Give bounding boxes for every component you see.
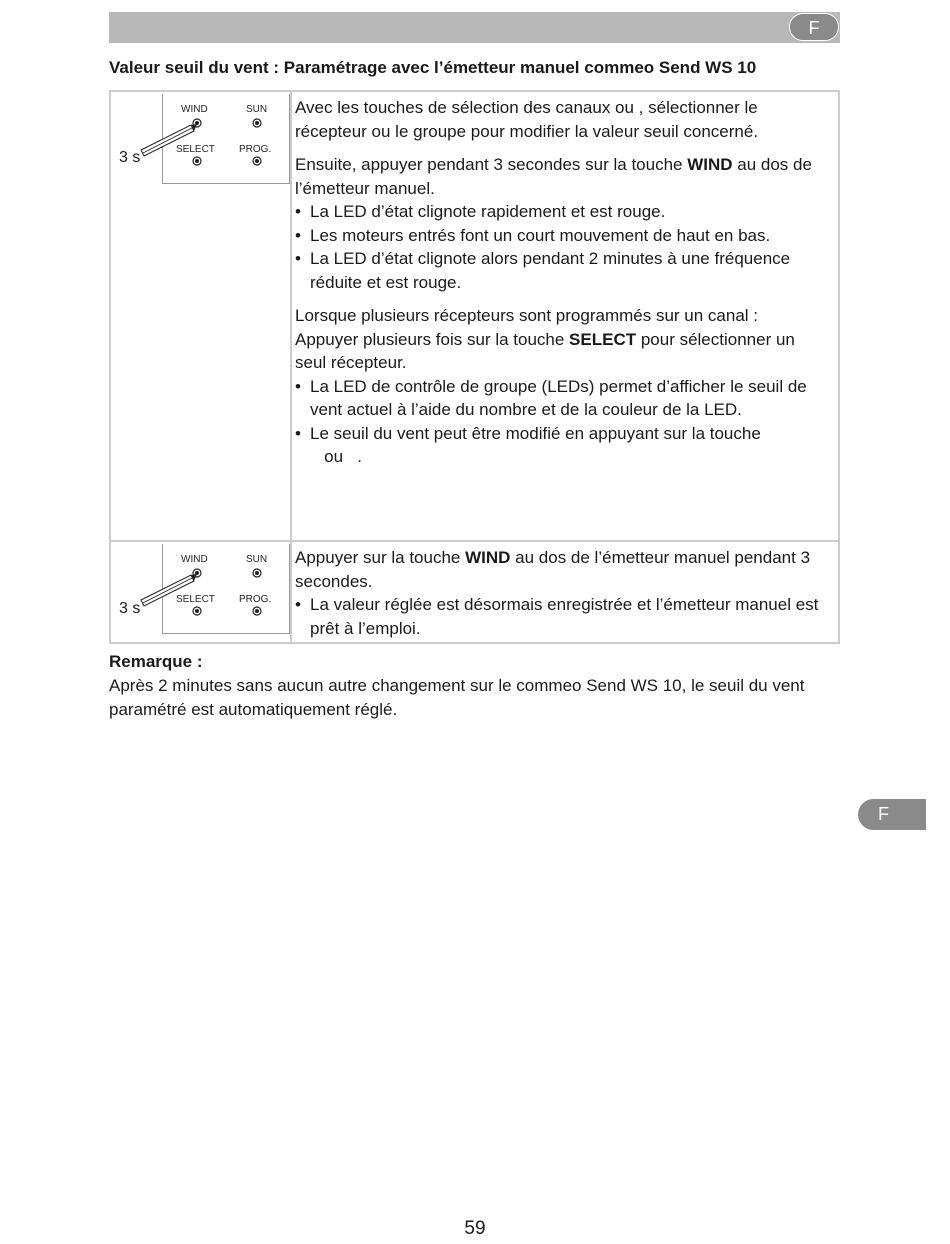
header-bar <box>109 12 840 43</box>
instruction-text-1 <box>292 92 838 540</box>
instruction-paragraph: Ensuite, appuyer pendant 3 secondes sur la touche WIND au dos de l’émetteur manuel. <box>295 155 812 198</box>
bullet-item: • La LED d’état clignote alors pendant 2 minutes à une fréquence réduite et est rouge. <box>295 249 791 292</box>
remark-title: Remarque : <box>109 652 203 671</box>
duration-label: 3 s <box>119 149 141 166</box>
remote-diagram <box>163 94 291 184</box>
remote-diagram <box>163 544 291 634</box>
bullet-item: • La LED de contrôle de groupe (LEDs) permet d’afficher le seuil de vent actuel à l’aide du nombre et de la couleur de la LED. <box>295 376 807 419</box>
remote-illustration-cell <box>111 542 292 642</box>
remote-back-illustration <box>162 94 290 184</box>
bullet-item: • Le seuil du vent peut être modifié en appuyant sur la touche ou . <box>295 423 761 466</box>
sun-label: SUN <box>246 554 268 565</box>
wind-label: WIND <box>181 104 208 115</box>
instruction-paragraph: Avec les touches de sélection des canaux ou , sélectionner le récepteur ou le groupe pour modifier la valeur seuil concerné. <box>295 98 759 141</box>
remark-text: Après 2 minutes sans aucun autre changement sur le commeo Send WS 10, le seuil du vent paramétré est automatiquement réglé. <box>109 676 805 719</box>
instruction-row-1 <box>111 92 838 540</box>
instruction-paragraph: Appuyer plusieurs fois sur la touche SELECT pour sélectionner un seul récepteur. <box>295 329 795 372</box>
remote-back-illustration <box>162 544 290 634</box>
duration-label: 3 s <box>119 600 141 617</box>
bullet-item: • Les moteurs entrés font un court mouvement de haut en bas. <box>295 225 771 245</box>
select-label: SELECT <box>176 594 215 605</box>
language-tab-side: F <box>858 799 926 830</box>
bullet-item: • La valeur réglée est désormais enregistrée et l’émetteur manuel est prêt à l’emploi. <box>295 595 819 638</box>
wind-label: WIND <box>181 554 208 565</box>
instruction-text-2 <box>292 542 838 642</box>
page-number: 59 <box>464 1218 486 1239</box>
language-tab-top: F <box>789 13 839 41</box>
prog-label: PROG. <box>239 144 272 155</box>
instruction-table <box>109 90 840 644</box>
remote-illustration-cell <box>111 92 292 540</box>
select-label: SELECT <box>176 144 215 155</box>
instruction-row-2 <box>111 540 838 642</box>
prog-label: PROG. <box>239 594 272 605</box>
instruction-paragraph: Lorsque plusieurs récepteurs sont programmés sur un canal : <box>295 306 759 325</box>
instruction-paragraph: Appuyer sur la touche WIND au dos de l’émetteur manuel pendant 3 secondes. <box>295 548 811 591</box>
sun-label: SUN <box>246 104 268 115</box>
bullet-item: • La LED d’état clignote rapidement et est rouge. <box>295 202 666 221</box>
section-heading: Valeur seuil du vent : Paramétrage avec l’émetteur manuel commeo Send WS 10 <box>109 58 757 77</box>
